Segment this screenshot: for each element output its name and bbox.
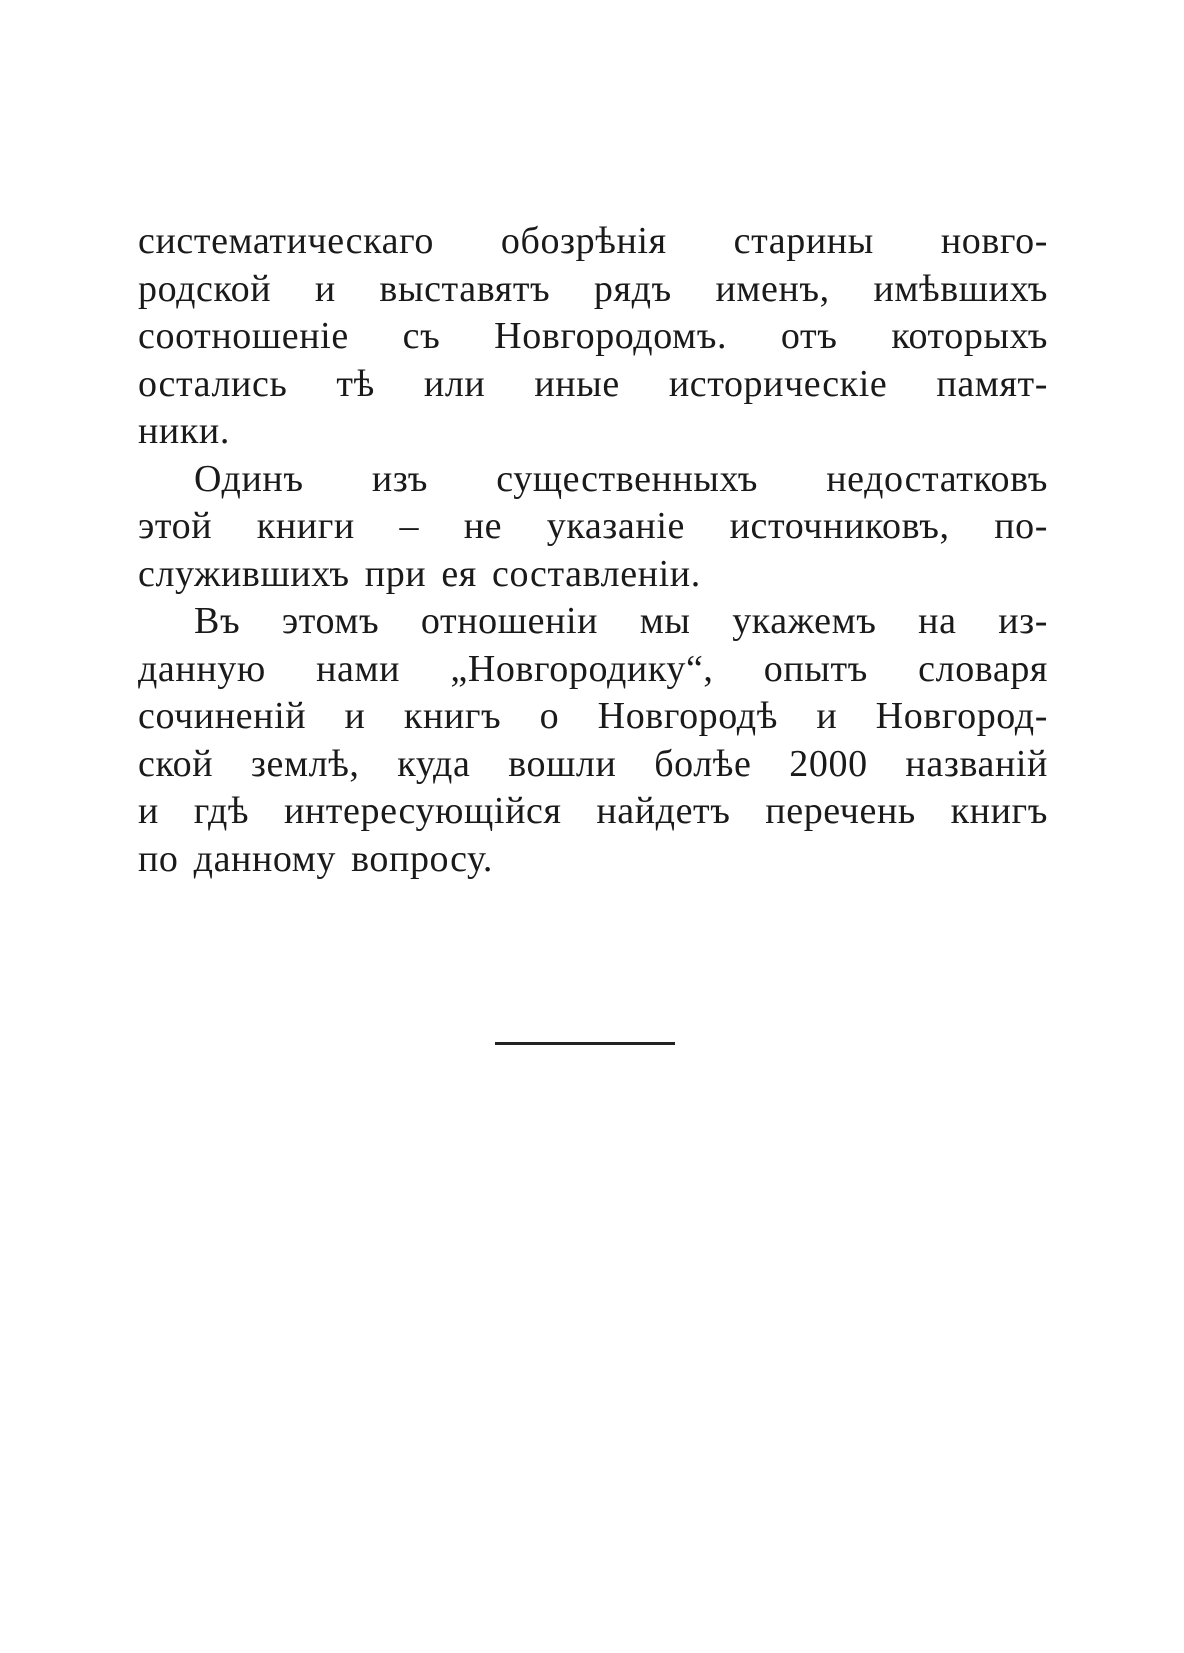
text-line: сочиненій и книгъ о Новгородѣ и Новгород- bbox=[138, 695, 1048, 737]
text-line: этой книги – не указаніе источниковъ, по- bbox=[138, 505, 1048, 547]
text-line: ники. bbox=[138, 410, 230, 452]
text-line: родской и выставятъ рядъ именъ, имѣвшихъ bbox=[138, 267, 1048, 310]
text-line: и гдѣ интересующійся найдетъ перечень книгъ bbox=[138, 790, 1048, 832]
text-line: соотношеніе съ Новгородомъ. отъ которыхъ bbox=[138, 315, 1048, 357]
section-end-rule bbox=[495, 1042, 675, 1045]
text-line: систематическаго обозрѣнія старины новго- bbox=[138, 220, 1048, 262]
body-text bbox=[138, 218, 1048, 883]
text-line: служившихъ при ея составленіи. bbox=[138, 552, 701, 595]
text-line: ской землѣ, куда вошли болѣе 2000 названій bbox=[138, 742, 1048, 785]
paragraph-first-line: Въ этомъ отношеніи мы укажемъ на из- bbox=[194, 600, 1048, 642]
text-line: по данному вопросу. bbox=[138, 837, 493, 880]
text-line: данную нами „Новгородику“, опытъ словаря bbox=[138, 647, 1048, 690]
text-line: остались тѣ или иные историческіе памят- bbox=[138, 362, 1048, 405]
paragraph-first-line: Одинъ изъ существенныхъ недостатковъ bbox=[194, 457, 1048, 500]
